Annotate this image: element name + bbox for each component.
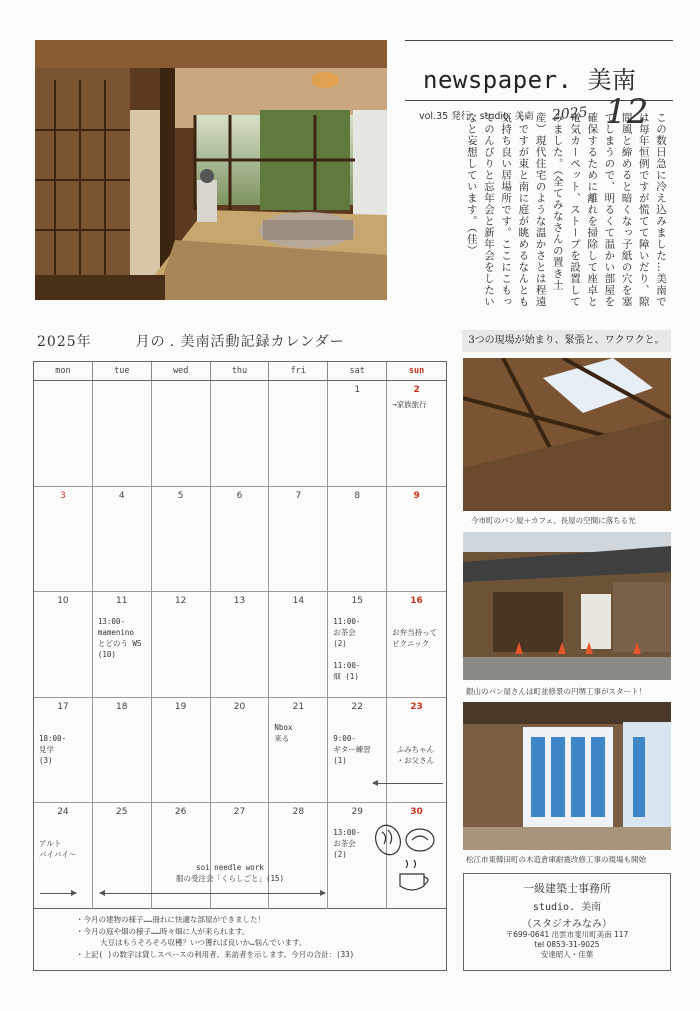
- studio-tel: tel 0853-31-9025: [534, 940, 600, 949]
- note-garden: ・今月の庭や畑の様子……時々畑に人が来られます。: [76, 926, 250, 936]
- day-number: 23: [410, 701, 423, 712]
- calendar-title: [37, 331, 457, 351]
- day-number: 10: [57, 596, 69, 607]
- day-number: 6: [236, 490, 243, 501]
- studio-info: [463, 873, 671, 971]
- bakery-cafe-photo: [463, 358, 671, 511]
- day-number: 28: [292, 807, 305, 818]
- editorial-column: この数日急に冷え込みました…美南では毎年恒例ですが慌てて障いだり、隙間風と締めると暗くなっ子紙の穴を塞てしまうので、明るくて温かい部屋を確保するために離れを掃除して座卓と電気カーペット、ストーブを設置してみました。（全てみなさんの置き土産）現代住宅のような温かさとは程遠いですが東と南に庭が眺めるなんとも気持ち良い居場所です。ここにこもってのんびりと忘年会と新年会をしたいなと妄想しています。（佳）: [465, 112, 667, 308]
- note-building: ・今月の建物の様子……冊れに快適な部屋ができました！: [76, 915, 266, 924]
- day-number: 11: [116, 596, 128, 607]
- calendar-day-cell: [387, 592, 446, 698]
- day-number: 2: [413, 385, 420, 395]
- warehouse-photo: [463, 702, 671, 850]
- weekday-thu: thu: [211, 362, 270, 380]
- calendar-day-cell: [34, 592, 93, 698]
- newsletter-title: newspaper. 美南: [423, 66, 637, 94]
- day-event: アルト バイバイ〜: [39, 839, 77, 860]
- bread-and-coffee-doodle: [372, 822, 444, 902]
- calendar-day-cell: [328, 487, 387, 593]
- day-event: ふみちゃん ・お父さん: [396, 744, 435, 765]
- calendar-day-cell: [211, 592, 270, 698]
- day-number: 22: [351, 701, 363, 712]
- calendar-subtitle: . 美南活動記録カレンダー: [169, 334, 345, 350]
- day-number: 5: [177, 490, 184, 501]
- studio-type: 一級建築士事務所: [523, 882, 611, 895]
- day-number: 13: [233, 596, 246, 607]
- calendar-day-cell: [328, 381, 387, 487]
- day-number: 14: [292, 596, 305, 607]
- day-number: 1: [354, 385, 361, 395]
- studio-name: studio. 美南: [532, 902, 602, 913]
- calendar-day-cell: [93, 381, 152, 487]
- day-number: 15: [351, 596, 363, 607]
- day-event: 11:00- お茶会 (2) 11:00- 畑 (1): [333, 617, 361, 682]
- weekday-sat: sat: [328, 362, 387, 380]
- calendar-day-cell: [152, 381, 211, 487]
- span-event-label: [160, 862, 300, 884]
- calendar-day-cell: [211, 487, 270, 593]
- calendar-day-cell: [34, 698, 93, 804]
- visit-arrow: [373, 783, 443, 784]
- calendar-month-label: 月の: [135, 334, 166, 350]
- day-number: 4: [118, 490, 125, 501]
- handwritten-year: 2025: [551, 104, 589, 124]
- day-number: 20: [233, 701, 246, 712]
- calendar-day-cell: [269, 592, 328, 698]
- weekday-tue: tue: [93, 362, 152, 380]
- note-legend: ・上記( )の数字は貸しスペースの利用者、来訪者を示します。今月の合計：(33): [76, 949, 355, 959]
- photo-caption-1: 今市町のパン屋＋カフェ。長屋の空間に落ちる光: [471, 516, 636, 525]
- handwritten-month: 12: [605, 92, 649, 132]
- day-number: 27: [233, 807, 246, 818]
- calendar-day-cell: [387, 698, 446, 804]
- day-number: 3: [60, 490, 66, 501]
- studio-address: 〒699-0641 出雲市斐川町美南 117: [505, 930, 629, 939]
- day-number: 18: [116, 701, 128, 712]
- day-number: 25: [116, 807, 128, 818]
- calendar-day-cell: [387, 487, 446, 593]
- span-event-detail: 服の受注会「くらしごと」(15): [175, 874, 285, 883]
- day-number: 29: [351, 807, 363, 818]
- travel-arrow: [40, 893, 76, 894]
- studio-reading: （スタジオみなみ）: [522, 919, 612, 930]
- calendar-day-cell: [328, 698, 387, 804]
- span-event-arrow: [100, 893, 325, 894]
- calendar-day-cell: [269, 698, 328, 804]
- day-event: Nbox 来る: [274, 722, 293, 743]
- calendar-day-cell: [93, 487, 152, 593]
- issue-info: vol.35 発行：studio. 美南: [419, 111, 534, 122]
- calendar-day-cell: [93, 592, 152, 698]
- day-event: →家族旅行: [392, 400, 427, 409]
- calendar-day-cell: [328, 592, 387, 698]
- townhouse-photo: [463, 532, 671, 680]
- weekday-mon: mon: [34, 362, 93, 380]
- calendar-day-cell: [152, 698, 211, 804]
- photo-caption-3: 松江市東韓田町の木造倉庫耐震改修工事の現場も開始: [466, 855, 646, 864]
- day-number: 9: [413, 490, 420, 501]
- calendar-day-cell: [152, 487, 211, 593]
- day-number: 19: [174, 701, 187, 712]
- day-number: 21: [292, 701, 305, 712]
- sidebar-heading: 3つの現場が始まり、緊張と、ワクワクと。: [462, 330, 671, 352]
- weekday-fri: fri: [269, 362, 328, 380]
- day-number: 7: [295, 490, 302, 501]
- day-number: 17: [57, 701, 69, 712]
- studio-names: 安達昭人・佳葉: [540, 950, 594, 959]
- day-number: 26: [174, 807, 187, 818]
- day-number: 30: [410, 807, 423, 818]
- calendar-day-cell: [211, 381, 270, 487]
- weekday-wed: wed: [152, 362, 211, 380]
- day-event: お弁当持って ピクニック: [392, 628, 438, 649]
- photo-caption-2: 銀山のパン屋さんは町並修景の円堺工事がスタート！: [466, 687, 646, 696]
- calendar-day-cell: [34, 487, 93, 593]
- day-number: 8: [354, 490, 361, 501]
- calendar-year: 2025年: [37, 334, 92, 350]
- day-number: 16: [410, 596, 423, 607]
- span-event-title: soi needle work: [196, 863, 264, 872]
- day-number: 12: [174, 596, 187, 607]
- calendar-day-cell: [211, 698, 270, 804]
- calendar-day-cell: [34, 381, 93, 487]
- day-event: 13:00- mamenino とどのう WS (10): [97, 617, 142, 660]
- day-event: 18:00- 見学 (3): [39, 733, 67, 765]
- day-event: 13:00- お茶会 (2): [333, 828, 361, 860]
- calendar-day-cell: [93, 698, 152, 804]
- day-event: 9:00- ギター練習 (1): [333, 733, 371, 765]
- calendar-notes: [33, 909, 447, 971]
- weekday-header: [34, 362, 446, 381]
- day-number: 24: [57, 807, 69, 818]
- note-beans: 大豆はもうそろそろ収穫？いつ獲れば良いか…悩んでいます。: [100, 938, 307, 947]
- calendar-day-cell: [269, 381, 328, 487]
- calendar-day-cell: [269, 487, 328, 593]
- calendar-day-cell: [387, 381, 446, 487]
- weekday-sun: sun: [408, 366, 425, 376]
- interior-photo: [35, 40, 387, 300]
- calendar-day-cell: [152, 592, 211, 698]
